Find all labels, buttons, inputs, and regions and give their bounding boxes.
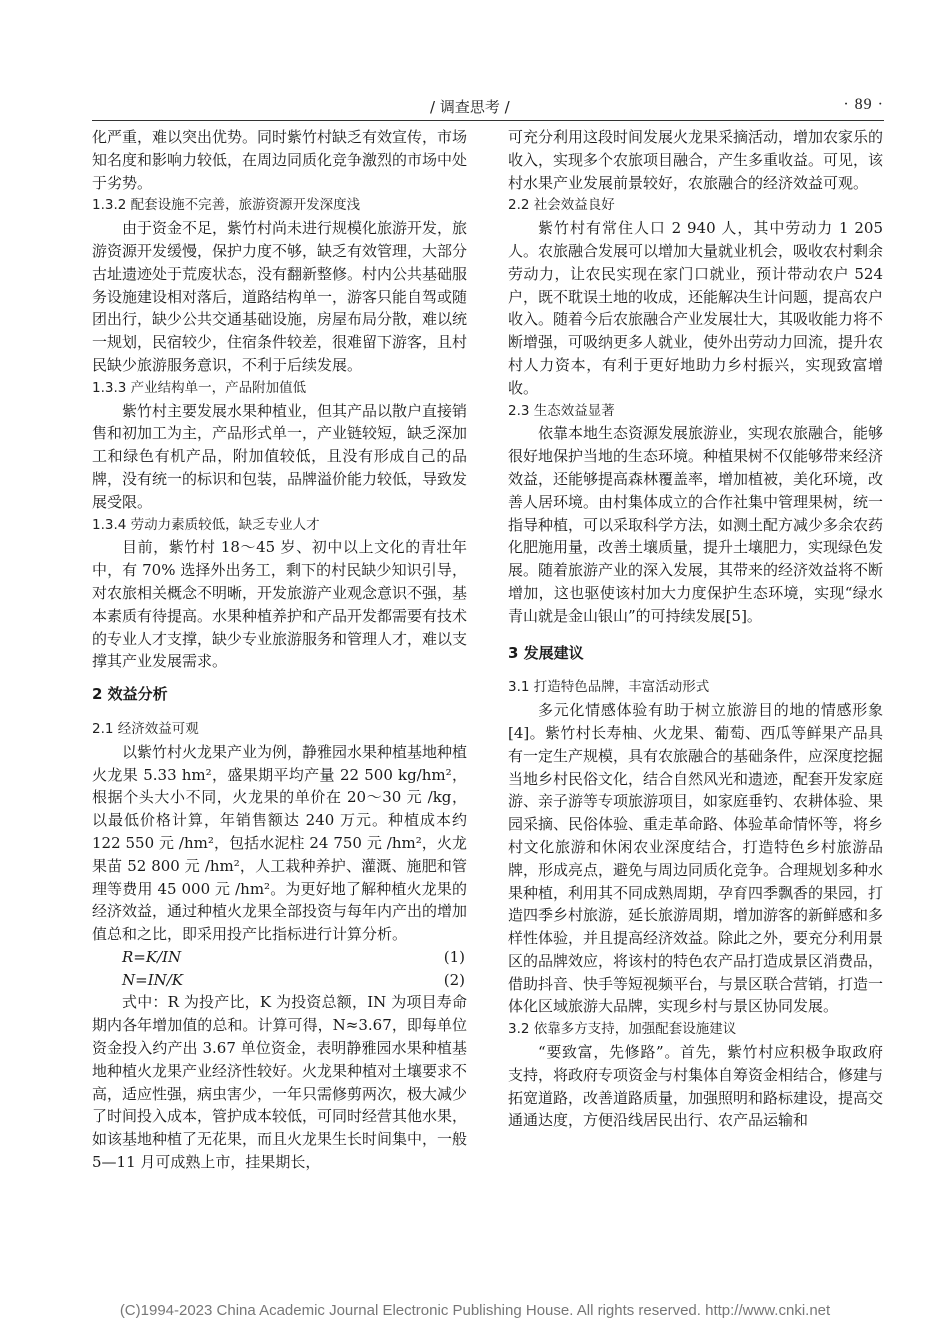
subheading-3-1: 3.1 打造特色品牌，丰富活动形式 bbox=[508, 679, 710, 696]
running-head-section: / 调查思考 / bbox=[430, 98, 510, 116]
subheading-1-3-4: 1.3.4 劳动力素质较低，缺乏专业人才 bbox=[92, 516, 320, 533]
paragraph-2-1: 以紫竹村火龙果产业为例，静雅园水果种植基地种植火龙果 5.33 hm²，盛果期平均产量 22 500 kg/hm²，根据个头大小不同，火龙果的单价在 20～30 元 /kg，以最低价格计算，年销售额达 240 万元。种植成本约 122 550 元 /hm²，包括水泥柱 24 750 元 /hm²，火龙果苗 52 800 元 /hm²，人工栽种养护、灌溉、施肥和管理等费用 45 000 元 /hm²。为更好地了解种植火龙果的经济效益，通过种植火龙果全部投资与每年内产出的增加值总和之比，即采用投产比指标进行计算分析。 bbox=[92, 742, 468, 944]
subheading-2-1: 2.1 经济效益可观 bbox=[92, 720, 199, 737]
paragraph-1-3-2: 由于资金不足，紫竹村尚未进行规模化旅游开发，旅游资源开发缓慢，保护力度不够，缺乏有效管理，大部分古址遗迹处于荒废状态，没有翻新整修。村内公共基础服务设施建设相对落后，道路结构单一，游客只能自驾或随团出行，缺少公共交通基础设施，房屋布局分散，难以统一规划，民宿较少，住宿条件较差，很难留下游客，且村民缺少旅游服务意识，不利于后续发展。 bbox=[92, 219, 468, 374]
subheading-1-3-2: 1.3.2 配套设施不完善，旅游资源开发深度浅 bbox=[92, 197, 361, 214]
section-heading-2: 2 效益分析 bbox=[92, 685, 168, 704]
paragraph-1-3-4: 目前，紫竹村 18～45 岁、初中以上文化的青壮年中，有 70% 选择外出务工，剩下的村民缺少知识引导，对农旅相关概念不明晰，开发旅游产业观念意识不强，基本素质有待提高。水果种植养护和产品开发都需要有技术的专业人才支撑，缺少专业旅游服务和管理人才，难以支撑其产业发展需求。 bbox=[92, 538, 468, 671]
equation-1 bbox=[92, 946, 467, 969]
subheading-3-2: 3.2 依靠多方支持，加强配套设施建议 bbox=[508, 1021, 737, 1038]
paragraph-3-2: “要致富，先修路”。首先，紫竹村应积极争取政府支持，将政府专项资金与村集体自筹资金相结合，修建与拓宽道路，改善道路质量，加强照明和路标建设，提高交通通达度，方便沿线居民出行、农产品运输和 bbox=[508, 1043, 884, 1130]
left-column bbox=[92, 126, 467, 1174]
subheading-1-3-3: 1.3.3 产业结构单一，产品附加值低 bbox=[92, 379, 307, 396]
subheading-2-3: 2.3 生态效益显著 bbox=[508, 402, 615, 419]
paragraph-1-3-3: 紫竹村主要发展水果种植业，但其产品以散户直接销售和初加工为主，产品形式单一，产业链较短，缺乏深加工和绿色有机产品，附加值较低，且没有形成自己的品牌，没有统一的标识和包装，品牌溢价能力较低，导致发展受限。 bbox=[92, 401, 468, 511]
paragraph-3-1: 多元化情感体验有助于树立旅游目的地的情感形象[4]。紫竹村长寿柚、火龙果、葡萄、西瓜等鲜果产品具有一定生产规模，具有农旅融合的基础条件，应深度挖掘当地乡村民俗文化，结合自然风光和遗迹，配套开发家庭游、亲子游等专项旅游项目，如家庭垂钓、农耕体验、果园采摘、民俗体验、重走革命路、体验革命情怀等，将乡村文化旅游和休闲农业深度结合，打造特色乡村旅游品牌，形成亮点，避免与周边同质化竞争。合理规划多种水果种植，利用其不同成熟周期，孕育四季飘香的果园，打造四季乡村旅游，延长旅游周期，增加游客的新鲜感和多样性体验，并且提高经济效益。除此之外，要充分利用景区的品牌效应，将该村的特色农产品打造成景区消费品，借助抖音、快手等短视频平台，与景区联合营销，打造一体化区域旅游大品牌，实现乡村与景区协同发展。 bbox=[508, 701, 884, 1016]
subheading-2-2: 2.2 社会效益良好 bbox=[508, 197, 615, 214]
section-heading-3: 3 发展建议 bbox=[508, 643, 584, 662]
right-column bbox=[508, 126, 883, 1132]
paragraph-continued: 可充分利用这段时间发展火龙果采摘活动，增加农家乐的收入，实现多个农旅项目融合，产生多重收益。可见，该村水果产业发展前景较好，农旅融合的经济效益可观。 bbox=[508, 128, 884, 192]
paragraph-equation-explanation: 式中：R 为投产比，K 为投资总额，IN 为项目寿命期内各年增加值的总和。计算可得，N≈3.67，即每单位资金投入约产出 3.67 单位资金，表明静雅园水果种植基地种植火龙果产业经济性较好。火龙果种植对土壤要求不高，适应性强，病虫害少，一年只需修剪两次，极大减少了时间投入成本，管护成本较低，可同时经营其他水果，如该基地种植了无花果，而且火龙果生长时间集中，一般 5—11 月可成熟上市，挂果期长， bbox=[92, 993, 468, 1172]
copyright-footer: (C)1994-2023 China Academic Journal Electronic Publishing House. All rights reserved. http://www.cnki.net bbox=[119, 1302, 831, 1319]
equation-2 bbox=[92, 969, 467, 992]
paragraph-2-2: 紫竹村有常住人口 2 940 人，其中劳动力 1 205 人。农旅融合发展可以增加大量就业机会，吸收农村剩余劳动力，让农民实现在家门口就业，预计带动农户 524 户，既不耽误土地的收成，还能解决生计问题，提高农户收入。随着今后农旅融合产业发展壮大，其吸收能力将不断增强，可吸纳更多人就业，使外出劳动力回流，提升农村人力资本，有利于更好地助力乡村振兴，实现致富增收。 bbox=[508, 219, 884, 397]
header-rule bbox=[92, 120, 884, 121]
equation-1-formula: R=K/IN bbox=[122, 947, 182, 966]
equation-1-number: (1) bbox=[443, 947, 465, 966]
paragraph-intro: 化严重，难以突出优势。同时紫竹村缺乏有效宣传，市场知名度和影响力较低，在周边同质化竞争激烈的市场中处于劣势。 bbox=[92, 128, 468, 192]
equation-2-number: (2) bbox=[443, 970, 465, 989]
paragraph-2-3: 依靠本地生态资源发展旅游业，实现农旅融合，能够很好地保护当地的生态环境。种植果树不仅能够带来经济效益，还能够提高森林覆盖率，增加植被，美化环境，改善人居环境。由村集体成立的合作社集中管理果树，统一指导种植，可以采取科学方法，如测土配方减少多余农药化肥施用量，改善土壤质量，提升土壤肥力，实现绿色发展。随着旅游产业的深入发展，其带来的经济效益将不断增加，这也驱使该村加大力度保护生态环境，实现“绿水青山就是金山银山”的可持续发展[5]。 bbox=[508, 424, 884, 625]
page-number: · 89 · bbox=[843, 96, 884, 113]
equation-2-formula: N=IN/K bbox=[122, 970, 184, 989]
